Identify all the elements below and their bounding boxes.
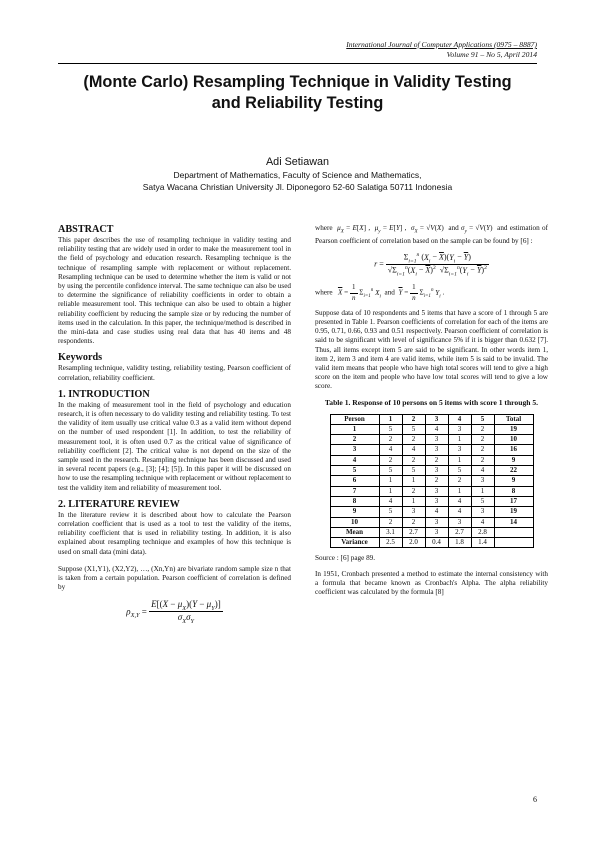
table-cell: 2 <box>402 486 425 496</box>
where-definitions: where $\mu_X = E[X]$ , $\mu_y = E[Y]$ , $\sigma_X = √V(X)$ and $\sigma_y = √V(Y)$ and estimation of Pearson coefficient of correlation based on the sample can be found by [6] : <box>315 224 549 245</box>
table-cell: 5 <box>379 424 402 434</box>
table-cell: 4 <box>425 507 448 517</box>
abstract-heading: ABSTRACT <box>58 224 114 235</box>
table-cell: 19 <box>494 507 533 517</box>
table-row <box>330 486 533 496</box>
table-cell: 3 <box>425 435 448 445</box>
header-cell: Total <box>494 414 533 424</box>
introduction-heading: 1. INTRODUCTION <box>58 388 150 400</box>
running-header <box>346 40 537 60</box>
table-cell: 5 <box>402 424 425 434</box>
table-row <box>330 435 533 445</box>
table-cell: 2.5 <box>379 538 402 548</box>
right-column <box>315 224 548 597</box>
pearson-rho-formula: $\rho_{X,Y}$ = $E[(X - \mu_X)(Y - \mu_Y)]$ $\sigma_X\sigma_Y$ <box>126 598 221 626</box>
table-row <box>330 517 533 527</box>
affiliation-line-1: Department of Mathematics, Faculty of Science and Mathematics, <box>173 170 422 180</box>
table-row <box>330 445 533 455</box>
row-label-cell: 1 <box>330 424 379 434</box>
author-name: Adi Setiawan <box>265 156 330 168</box>
journal-name: International Journal of Computer Applications (0975 – 8887) <box>346 40 537 49</box>
volume-info: Volume 91 – No 5, April 2014 <box>446 50 537 59</box>
keywords-text: Resampling technique, validity testing, reliability testing, Pearson coefficient of correlation, reliability coefficient. <box>58 364 291 382</box>
title-line-2: and Reliability Testing <box>211 94 384 112</box>
header-cell: 1 <box>379 414 402 424</box>
table-cell: 1 <box>471 486 494 496</box>
table-row <box>330 466 533 476</box>
row-label-cell: 3 <box>330 445 379 455</box>
table-row <box>330 476 533 486</box>
table-cell: 5 <box>379 466 402 476</box>
table-cell: 4 <box>379 445 402 455</box>
table-cell: 1 <box>448 435 471 445</box>
table-cell: 1 <box>402 476 425 486</box>
suppose-data-text: Suppose data of 10 respondents and 5 items that have a score of 1 through 5 are presented in Table 1. Pearson coefficients of correlation for each of the items are 0.95, 0.71, 0.66, 0.93 and 0.51 respectively. Pearson coefficient of correlation is said to be significant with level of significance 5% if it is bigger than 0.632 [7]. Thus, all items except item 5 are said to be significant. In other words item 1, item 2, item 3 and item 4 are valid items, while item 5 is said to be invalid. The valid item means that people who have high total scores will tend to give a high score on the item and people who have low total scores will tend to give a low score. <box>315 308 548 391</box>
header-cell: 4 <box>448 414 471 424</box>
table-cell: 1.8 <box>448 538 471 548</box>
row-label-cell: 10 <box>330 517 379 527</box>
table-cell: 2.8 <box>471 527 494 537</box>
table-cell: 1 <box>379 476 402 486</box>
table-row <box>330 507 533 517</box>
table-cell: 2 <box>379 435 402 445</box>
header-rule <box>58 63 537 64</box>
row-label-cell: 2 <box>330 435 379 445</box>
table-cell <box>494 538 533 548</box>
sample-correlation-formula: r = $\frac{\Sigma_{i=1}^n (X_i - \overline{X})(Y_i - \overline{Y})}{√\Sigma_{i=1}^n(X_i - \overline{X})^2 √\Sigma_{i=1}^n(Y_i - \overline{Y})^2}$ <box>374 251 487 278</box>
table-cell: 1 <box>379 486 402 496</box>
table-cell: 1.4 <box>471 538 494 548</box>
table-cell: 17 <box>494 496 533 506</box>
table-cell: 3 <box>425 527 448 537</box>
abstract-text: This paper describes the use of resampling technique in validity testing and reliability testing that are widely used in order to make the measurement tool in the field of psychology and education research. Resampling technique is the technique of resampling sample with replacement or without replacement. Resampling technique can be used to determine whether the item is valid or not by using the percentile confidence interval. The same technique can also be used to determine the significance of reliability coefficients in order to obtain a reliable measurement tool. This technique can also be used to obtain a higher reliability coefficient by reducing the sample size or by reducing the number of items used in the calculation. In this paper, the technique/method is described in the mini-data and case studies using real data that has 40 items and 48 respondents. <box>58 236 291 346</box>
table-cell: 4 <box>379 496 402 506</box>
affiliation <box>40 169 555 193</box>
row-label-cell: 6 <box>330 476 379 486</box>
table-cell: 16 <box>494 445 533 455</box>
table-cell: 3 <box>448 445 471 455</box>
table-cell: 4 <box>425 424 448 434</box>
header-cell: 3 <box>425 414 448 424</box>
table-cell: 2 <box>425 455 448 465</box>
table-cell: 3 <box>425 486 448 496</box>
table-cell: 2 <box>402 517 425 527</box>
title-line-1: (Monte Carlo) Resampling Technique in Validity Testing <box>83 73 512 91</box>
table-cell: 8 <box>494 486 533 496</box>
header-cell: 5 <box>471 414 494 424</box>
literature-review-text: In the literature review it is described about how to calculate the Pearson correlation coefficient that is used as a tool to test the validity of the items, reliability coefficient that is used in reliability testing. In addition, it is also explained about resampling technique and examples of how this technique is used on small data (mini data). <box>58 510 291 556</box>
keywords-heading: Keywords <box>58 352 103 364</box>
table-cell: 2 <box>379 455 402 465</box>
table-cell: 1 <box>448 486 471 496</box>
table-cell: 4 <box>471 517 494 527</box>
table-row <box>330 496 533 506</box>
left-column <box>58 224 291 629</box>
literature-review-heading: 2. LITERATURE REVIEW <box>58 498 180 510</box>
table-cell: 3 <box>471 476 494 486</box>
table-cell: 3 <box>448 424 471 434</box>
response-table <box>330 414 534 549</box>
row-label-cell: 4 <box>330 455 379 465</box>
table-cell: 2 <box>448 476 471 486</box>
header-cell: Person <box>330 414 379 424</box>
table-cell: 3 <box>471 507 494 517</box>
table-cell: 10 <box>494 435 533 445</box>
table-cell: 3 <box>425 496 448 506</box>
row-label-cell: 7 <box>330 486 379 496</box>
table-cell: 3.1 <box>379 527 402 537</box>
table-cell: 5 <box>402 466 425 476</box>
row-label-cell: Variance <box>330 538 379 548</box>
row-label-cell: 5 <box>330 466 379 476</box>
table-cell: 2 <box>471 455 494 465</box>
table-cell: 22 <box>494 466 533 476</box>
table-cell: 2.7 <box>448 527 471 537</box>
table-cell: 4 <box>402 445 425 455</box>
table-cell: 3 <box>448 517 471 527</box>
table-cell: 5 <box>471 496 494 506</box>
header-cell: 2 <box>402 414 425 424</box>
table-cell: 3 <box>425 445 448 455</box>
suppose-text: Suppose (X1,Y1), (X2,Y2), …, (Xn,Yn) are bivariate random sample size n that is taken from a certain population. Pearson coefficient of correlation is defined by <box>58 564 291 592</box>
affiliation-line-2: Satya Wacana Christian University Jl. Diponegoro 52-60 Salatiga 50711 Indonesia <box>142 182 453 192</box>
table-cell: 2 <box>471 424 494 434</box>
table-cell: 19 <box>494 424 533 434</box>
row-label-cell: Mean <box>330 527 379 537</box>
page-number: 6 <box>533 795 537 804</box>
table-cell: 2 <box>425 476 448 486</box>
paper-title <box>40 72 555 114</box>
table-cell <box>494 527 533 537</box>
table-cell: 3 <box>425 466 448 476</box>
table-caption: Table 1. Response of 10 persons on 5 items with score 1 through 5. <box>324 397 539 407</box>
table-cell: 5 <box>448 466 471 476</box>
table-header-row <box>330 414 533 424</box>
table-cell: 9 <box>494 455 533 465</box>
table-body <box>330 424 533 548</box>
introduction-text: In the making of measurement tool in the field of psychology and education research, it is often necessary to do validity testing and reliability testing. To test the validity of item usually use critical value 0.3 as a valid item without depend on the number of used respondent [1]. In addition, to test the reliability of measurement tool, it is often used 0.7 as the critical value of significance of reliability coefficient [2]. The critical value is not depend on the size of the sample used in the research. Resampling technique has been discussed and used in several recent papers (e.g., [3]; [4]; [5]). In this paper it will be discussed on how to use the resampling technique with replacement or without replacement to test the validity item and reliability of measurement tool. <box>58 400 291 492</box>
table-cell: 0.4 <box>425 538 448 548</box>
table-cell: 5 <box>379 507 402 517</box>
table-cell: 3 <box>425 517 448 527</box>
table-row <box>330 538 533 548</box>
table-cell: 2 <box>471 435 494 445</box>
table-cell: 2.7 <box>402 527 425 537</box>
row-label-cell: 8 <box>330 496 379 506</box>
table-source: Source : [6] page 89. <box>315 554 376 563</box>
table-cell: 1 <box>402 496 425 506</box>
table-cell: 2 <box>471 445 494 455</box>
table-cell: 2 <box>379 517 402 527</box>
table-cell: 14 <box>494 517 533 527</box>
table-cell: 2 <box>402 435 425 445</box>
mean-definitions: where $\overline{X}$ = $\frac{1}{n}$ $\Sigma_{i=1}^n$ $X_i$ and $\overline{Y}$ = $\frac{1}{n}$ $\Sigma_{i=1}^n$ $Y_i$ . <box>315 283 445 302</box>
table-cell: 4 <box>448 496 471 506</box>
table-row <box>330 455 533 465</box>
table-row <box>330 527 533 537</box>
table-cell: 4 <box>471 466 494 476</box>
table-cell: 1 <box>448 455 471 465</box>
table-cell: 3 <box>402 507 425 517</box>
table-cell: 9 <box>494 476 533 486</box>
table-cell: 2 <box>402 455 425 465</box>
table-cell: 4 <box>448 507 471 517</box>
cronbach-text: In 1951, Cronbach presented a method to estimate the internal consistency with a formula that became known as Cronbach's Alpha. The alpha reliability coefficient was calculated by the formula [8] <box>315 569 548 597</box>
table-row <box>330 424 533 434</box>
table-cell: 2.0 <box>402 538 425 548</box>
row-label-cell: 9 <box>330 507 379 517</box>
